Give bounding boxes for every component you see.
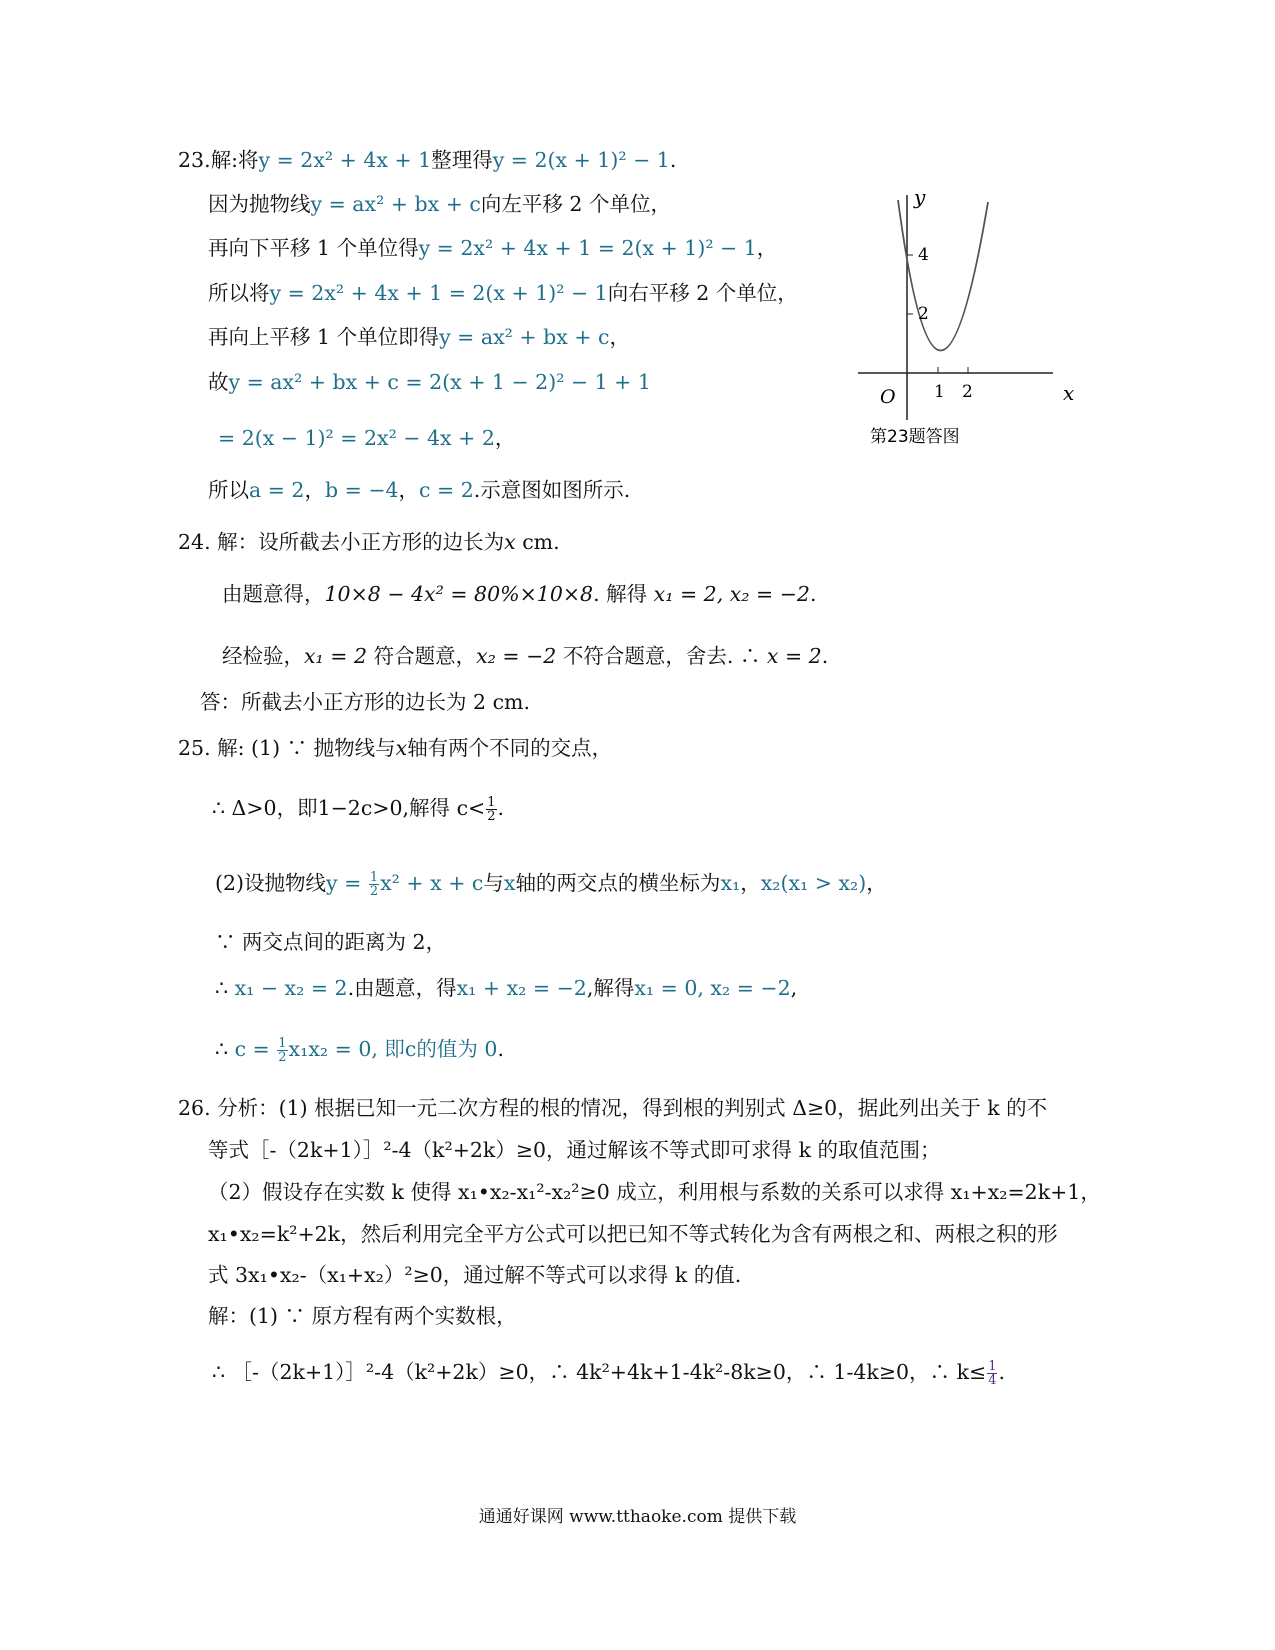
- q25-text: .: [497, 1037, 504, 1061]
- q23-text: ，: [609, 325, 630, 349]
- math-expr: y = ax² + bx + c: [439, 325, 610, 349]
- fraction: [486, 796, 496, 823]
- math-expr: x: [395, 736, 408, 760]
- figure-caption: 第23题答图: [870, 427, 960, 447]
- page-footer: 通通好课网 www.tthaoke.com 提供下载: [478, 1507, 797, 1527]
- q25-text: ∴: [215, 976, 235, 1000]
- q23-line-7: [218, 424, 515, 452]
- q26-line-1: 26. 分析：(1) 根据已知一元二次方程的根的情况，得到根的判别式 Δ≥0，据此列出关于 k 的不: [178, 1096, 1048, 1120]
- math-expr: b = −4: [324, 478, 399, 502]
- q23-text: 因为抛物线: [208, 192, 311, 216]
- q26-text: ∴ ［-（2k+1）］²-4（k²+2k）≥0，∴ 4k²+4k+1-4k²-8k≥0，∴ 1-4k≥0，∴ k≤: [212, 1360, 987, 1384]
- q23-text: 所以将: [208, 281, 270, 305]
- q23-text: ，: [398, 478, 420, 502]
- q26-text: .: [998, 1360, 1005, 1384]
- q24-text: cm.: [515, 530, 560, 554]
- q25-text: .由题意，得: [347, 976, 457, 1000]
- q23-text: ，: [756, 236, 778, 260]
- q25-line-4: ∵ 两交点间的距离为 2，: [215, 930, 447, 954]
- math-expr: y =: [326, 871, 368, 895]
- q24-line-2: [222, 580, 816, 608]
- q25-line-1: [178, 734, 612, 762]
- q24-text: .: [821, 644, 829, 668]
- q24-text: 经检验，: [222, 644, 304, 668]
- fraction: [987, 1360, 997, 1387]
- math-expr: x₂(x₁ > x₂): [760, 871, 867, 895]
- math-expr: x₁x₂ = 0, 即c的值为 0: [288, 1037, 498, 1061]
- q23-line-3: [208, 234, 777, 262]
- fraction-num: 1: [988, 1359, 997, 1374]
- q23-text: 故: [208, 370, 229, 394]
- q26-line-2: 等式［-（2k+1）］²-4（k²+2k）≥0，通过解该不等式即可求得 k 的取值范围；: [208, 1138, 941, 1162]
- q24-text: 24. 解：设所截去小正方形的边长为: [178, 530, 505, 554]
- q23-text: ，: [494, 426, 516, 450]
- math-expr: x₁ + x₂ = −2: [456, 976, 587, 1000]
- math-expr: y = 2x² + 4x + 1 = 2(x + 1)² − 1: [269, 281, 608, 305]
- q25-text: .: [497, 796, 505, 820]
- q23-line-8: [208, 476, 630, 504]
- q23-text: 23.解:将: [178, 148, 259, 172]
- q23-text: 向左平移 2 个单位，: [480, 192, 671, 216]
- y-tick-label-4: 4: [918, 245, 929, 265]
- q25-line-3: [215, 869, 887, 898]
- math-expr: x₁ = 0, x₂ = −2: [634, 976, 791, 1000]
- q24-line-4: 答：所截去小正方形的边长为 2 cm.: [200, 690, 531, 714]
- q23-line-6: [208, 368, 651, 396]
- math-expr: x₁ = 2, x₂ = −2: [653, 582, 810, 606]
- q25-line-5: [215, 974, 797, 1002]
- y-axis-label: y: [914, 190, 926, 209]
- q23-text: .示意图如图所示.: [473, 478, 631, 502]
- q26-line-6: 解：(1) ∵ 原方程有两个实数根，: [208, 1304, 517, 1328]
- fraction-den: 4: [988, 1373, 997, 1388]
- parabola-figure: [858, 190, 1088, 460]
- q24-text: 由题意得，: [222, 582, 325, 606]
- math-expr: 10×8 − 4x² = 80%×10×8: [324, 582, 594, 606]
- q23-line-5: [208, 323, 630, 351]
- y-tick-label-2: 2: [918, 304, 929, 324]
- math-expr: x₂ = −2: [476, 644, 557, 668]
- fraction-den: 2: [487, 809, 496, 824]
- math-expr: x: [504, 530, 516, 554]
- q23-text: 向右平移 2 个单位，: [607, 281, 798, 305]
- q23-text: ，: [304, 478, 325, 502]
- fraction-num: 1: [487, 795, 496, 810]
- q24-text: .: [809, 582, 817, 606]
- q25-text: ∴: [215, 1037, 235, 1061]
- math-expr: c = 2: [419, 478, 474, 502]
- q23-text: 整理得: [431, 148, 493, 172]
- q26-line-7: [212, 1358, 1005, 1387]
- q25-line-2: [212, 794, 504, 823]
- q25-text: (2)设抛物线: [215, 871, 327, 895]
- math-expr: y = 2x² + 4x + 1: [258, 148, 432, 172]
- fraction: [369, 871, 379, 898]
- q24-line-3: [222, 642, 828, 670]
- q25-text: ，: [866, 871, 887, 895]
- q24-text: 符合题意，: [367, 644, 477, 668]
- math-expr: a = 2: [249, 478, 305, 502]
- q25-text: ，: [740, 871, 761, 895]
- math-expr: y = ax² + bx + c = 2(x + 1 − 2)² − 1 + 1: [228, 370, 651, 394]
- q23-text: .: [669, 148, 677, 172]
- q26-line-4: x₁•x₂=k²+2k，然后利用完全平方公式可以把已知不等式转化为含有两根之和、两根之积的形: [208, 1222, 1058, 1246]
- q24-line-1: [178, 528, 560, 556]
- fraction: [277, 1037, 287, 1064]
- q25-text: ,解得: [586, 976, 635, 1000]
- q24-text: 不符合题意，舍去. ∴: [556, 644, 767, 668]
- x-tick-label-2: 2: [962, 382, 973, 402]
- q25-text: ,: [790, 976, 798, 1000]
- math-expr: c =: [234, 1037, 277, 1061]
- q24-text: . 解得: [593, 582, 654, 606]
- x-tick-label-1: 1: [934, 382, 945, 402]
- q23-text: 再向上平移 1 个单位即得: [208, 325, 440, 349]
- q23-line-2: [208, 190, 671, 218]
- q25-text: 25. 解: (1) ∵ 抛物线与: [178, 736, 396, 760]
- math-expr: y = ax² + bx + c: [310, 192, 481, 216]
- math-expr: y = 2(x + 1)² − 1: [492, 148, 670, 172]
- fraction-num: 1: [278, 1036, 287, 1051]
- q25-text: ∴ Δ>0，即1−2c>0,解得 c<: [212, 796, 486, 820]
- math-expr: x: [503, 871, 516, 895]
- q23-text: 所以: [208, 478, 249, 502]
- q23-text: 再向下平移 1 个单位得: [208, 236, 419, 260]
- q23-line-1: [178, 146, 676, 174]
- math-expr: x² + x + c: [380, 871, 484, 895]
- x-axis-label: x: [1063, 381, 1075, 405]
- math-expr: y = 2x² + 4x + 1 = 2(x + 1)² − 1: [418, 236, 757, 260]
- q26-line-5: 式 3x₁•x₂-（x₁+x₂）²≥0，通过解不等式可以求得 k 的值.: [208, 1263, 742, 1287]
- q25-line-6: [215, 1035, 504, 1064]
- origin-label: O: [880, 386, 896, 408]
- fraction-den: 2: [278, 1050, 287, 1065]
- q25-text: 与: [483, 871, 504, 895]
- math-expr: x₁ = 2: [304, 644, 368, 668]
- math-expr: x₁ − x₂ = 2: [234, 976, 348, 1000]
- math-expr: x = 2: [766, 644, 822, 668]
- q25-text: 轴有两个不同的交点，: [407, 736, 613, 760]
- q25-text: 轴的两交点的横坐标为: [515, 871, 721, 895]
- q26-line-3: （2）假设存在实数 k 使得 x₁•x₂-x₁²-x₂²≥0 成立，利用根与系数的关系可以求得 x₁+x₂=2k+1，: [208, 1180, 1101, 1204]
- math-expr: = 2(x − 1)² = 2x² − 4x + 2: [218, 426, 495, 450]
- fraction-num: 1: [369, 870, 379, 885]
- fraction-den: 2: [369, 884, 379, 899]
- q23-line-4: [208, 279, 798, 307]
- math-expr: x₁: [720, 871, 741, 895]
- parabola-curve: [898, 200, 988, 351]
